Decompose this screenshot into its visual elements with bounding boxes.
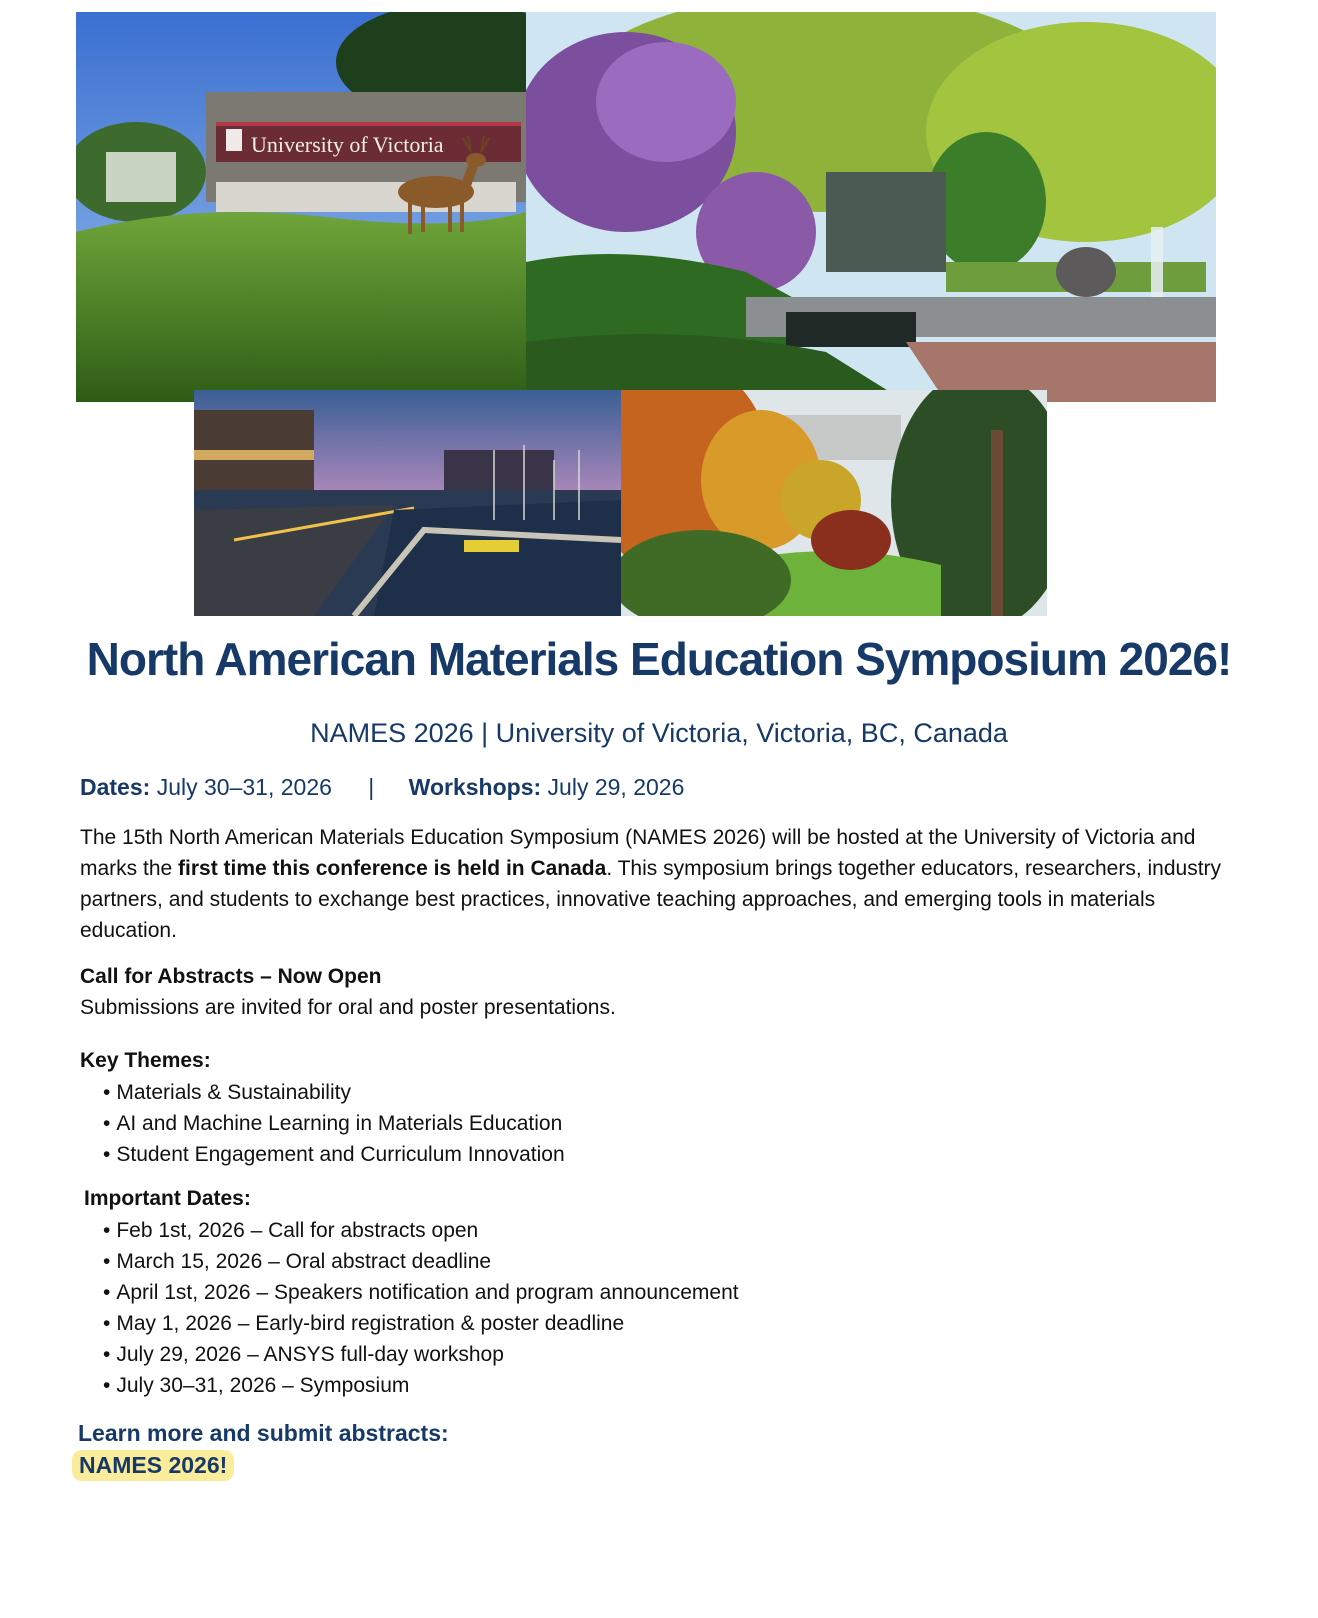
dates-label: Dates: (80, 774, 151, 800)
workshops-value: July 29, 2026 (547, 774, 685, 800)
garden-photo (526, 12, 1216, 402)
list-item: • March 15, 2026 – Oral abstract deadline (103, 1246, 739, 1277)
key-themes-heading: Key Themes: (80, 1049, 211, 1072)
dates-value: July 30–31, 2026 (156, 774, 332, 800)
list-item: • Feb 1st, 2026 – Call for abstracts open (103, 1215, 739, 1246)
dates-separator: | (368, 774, 375, 800)
list-item: • April 1st, 2026 – Speakers notification and program announcement (103, 1277, 739, 1308)
workshops-label: Workshops: (408, 774, 542, 800)
intro-highlight: first time this conference is held in Canada (178, 857, 607, 880)
page-subtitle: NAMES 2026 | University of Victoria, Victoria, BC, Canada (310, 718, 1008, 748)
list-item: • Student Engagement and Curriculum Innovation (103, 1139, 565, 1170)
call-for-abstracts-heading: Call for Abstracts – Now Open (80, 965, 382, 988)
intro-text-part2: . This symposium brings together educators, researchers, industry partners, and students to exchange best practices, innovative teaching approaches, and emerging tools in materials education. (80, 857, 1222, 942)
event-dates-line (80, 774, 684, 801)
sign-text: University of Victoria (251, 132, 444, 157)
harbour-photo (194, 390, 621, 616)
key-themes-list (103, 1077, 565, 1170)
important-dates-list (103, 1215, 739, 1401)
list-item: • May 1, 2026 – Early-bird registration & poster deadline (103, 1308, 739, 1339)
learn-more-heading: Learn more and submit abstracts: (78, 1420, 449, 1446)
page-title: North American Materials Education Symposium 2026! (86, 633, 1232, 685)
campus-sign-photo (76, 12, 526, 402)
names-2026-link[interactable]: NAMES 2026! (72, 1450, 234, 1481)
list-item: • July 29, 2026 – ANSYS full-day workshop (103, 1339, 739, 1370)
important-dates-heading: Important Dates: (84, 1187, 251, 1210)
intro-paragraph (80, 822, 1240, 946)
intro-text-part1: The 15th North American Materials Education Symposium (NAMES 2026) will be hosted at the University of Victoria and marks the (80, 826, 1196, 880)
list-item: • July 30–31, 2026 – Symposium (103, 1370, 739, 1401)
autumn-campus-photo (621, 390, 1047, 616)
list-item: • Materials & Sustainability (103, 1077, 565, 1108)
list-item: • AI and Machine Learning in Materials Education (103, 1108, 565, 1139)
call-for-abstracts-text: Submissions are invited for oral and poster presentations. (80, 996, 616, 1019)
